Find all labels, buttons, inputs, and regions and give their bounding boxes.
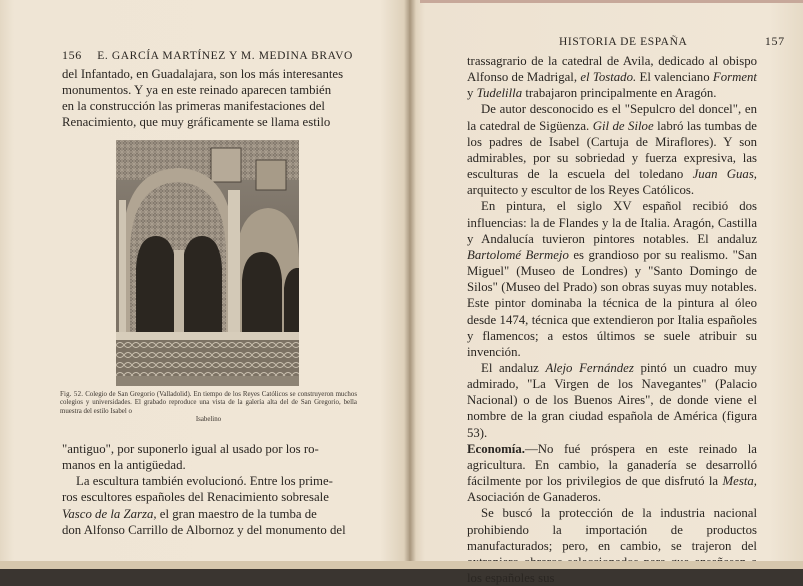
figure-caption-title: Colegio de San Gregorio [85,391,155,398]
page-bottom-edge [0,561,803,569]
left-page [0,0,410,569]
text-run: el gran maestro de la tumba de [156,506,317,521]
text-line [62,506,358,522]
text-run: —No fué próspera en este reinado la agricultura. En cambio, la ganadería se desarrolló fácilmente por los privilegios de que disfrutó la [467,441,757,489]
cloister-arcade-illustration [116,140,299,386]
book-gutter [404,0,416,569]
text-emphasis: Mesta, [722,474,757,489]
right-page [409,0,803,585]
figure-caption-last: Isabelino [195,416,222,424]
paragraph [467,441,757,506]
text-run: El valenciano [636,70,713,85]
text-run: es grandioso por su realismo. "San Miguel" (Museo de Londres) y "Santo Domingo de Silos" (Museo del Prado) son obras suyas muy notables. Este pintor dominaba la técnica de la pintura al óleo desde 1474, técnica que extendieron por Italia españoles y flamencos; a estos últimos se suele atribuir su invención. [467,247,757,359]
page-edge [420,0,803,3]
text-run: pintó un cuadro muy admirado, "La Virgen de los Navegantes" (Palacio Nacional) o de los Buenos Aires", de donde viene el nombre de la gran ciudad española de América (figura 53). [467,360,758,440]
right-running-head [559,34,785,49]
text-emphasis: el Tostado. [580,70,637,85]
figure-caption-label: Fig. 52. [60,391,84,398]
text-run: De autor desconocido es el "Sepulcro del doncel", en la catedral de Sigüenza. [467,102,757,133]
text-run: trabajaron principalmente en Aragón. [522,86,717,101]
text-emphasis: Forment [712,70,757,85]
text-emphasis: Bartolomé Bermejo [467,247,569,262]
left-running-head-title: E. GARCÍA MARTÍNEZ Y M. MEDINA BRAVO [97,50,353,62]
right-page-number: 157 [764,34,785,48]
paragraph: Se buscó la protección de la industria nacional prohibiendo la importación de productos manufacturados; pero, en cambio, se trajeron del los españoles sus [467,506,757,585]
text-line: manos en la antigüedad. [62,458,186,473]
text-line: del Infantado, en Guadalajara, son los más interesantes [62,67,344,81]
text-run: El andaluz [481,360,546,375]
text-run: labró las tumbas de los padres de Isabel (Cartuja de Miraflores). Y son admirables, por su sobriedad y fuerza expresiva, las esculturas de la escuela del toledano [467,118,757,182]
text-line: Renacimiento, que muy gráficamente se llama estilo [62,115,331,130]
right-text [467,53,757,586]
text-line: "antiguo", por suponerlo igual al usado por los ro- [62,442,319,456]
text-emphasis: Alejo Fernández [545,360,634,375]
text-run: y [467,86,477,101]
text-emphasis: Juan Guas, [692,167,757,182]
text-emphasis: Gil de Siloe [592,118,654,133]
text-line: en la construcción las primeras manifestaciones del [62,99,325,114]
text-line: monumentos. Y ya en este reinado aparecen también [62,83,332,98]
text-run: trassagrario de la catedral de Avila, dedicado al obispo Alfonso de Madrigal, [467,54,757,85]
text-line: don Alfonso Carrillo de Albornoz y del monumento del [62,522,346,537]
text-line: La escultura también evolucionó. Entre los prime- [76,474,333,489]
text-run: Asociación de Ganaderos. [467,490,601,505]
paragraph [467,53,757,101]
text-emphasis: Vasco de la Zarza, [62,506,157,521]
left-text-top [62,66,358,131]
left-running-head [62,48,353,63]
paragraph [467,101,757,198]
left-page-number: 156 [62,48,82,62]
text-line: ros escultores españoles del Renacimiento sobresale [62,490,329,505]
paragraph [467,198,757,360]
figure-caption [60,391,357,425]
figure-colegio-san-gregorio [116,140,299,386]
left-text-bottom [62,441,358,538]
figure-caption-body: (Valladolid). En tiempo de los Reyes Católicos se construyeron muchos colegios y universidades. El grabado reproduce una vista de la galería alta del de San Gregorio, bella muestra del estilo Isabel o [60,391,358,415]
text-emphasis: Tudelilla [476,86,523,101]
text-run: arquitecto y escultor de los Reyes Católicos. [467,183,695,198]
section-heading: Economía. [467,441,525,456]
text-run: En pintura, el siglo XV español recibió dos influencias: la de Flandes y la de Italia. Aragón, Castilla y Andalucía tuvieron pintores notables. El andaluz [467,199,757,246]
right-running-head-title: HISTORIA DE ESPAÑA [559,36,688,48]
paragraph [467,360,757,441]
